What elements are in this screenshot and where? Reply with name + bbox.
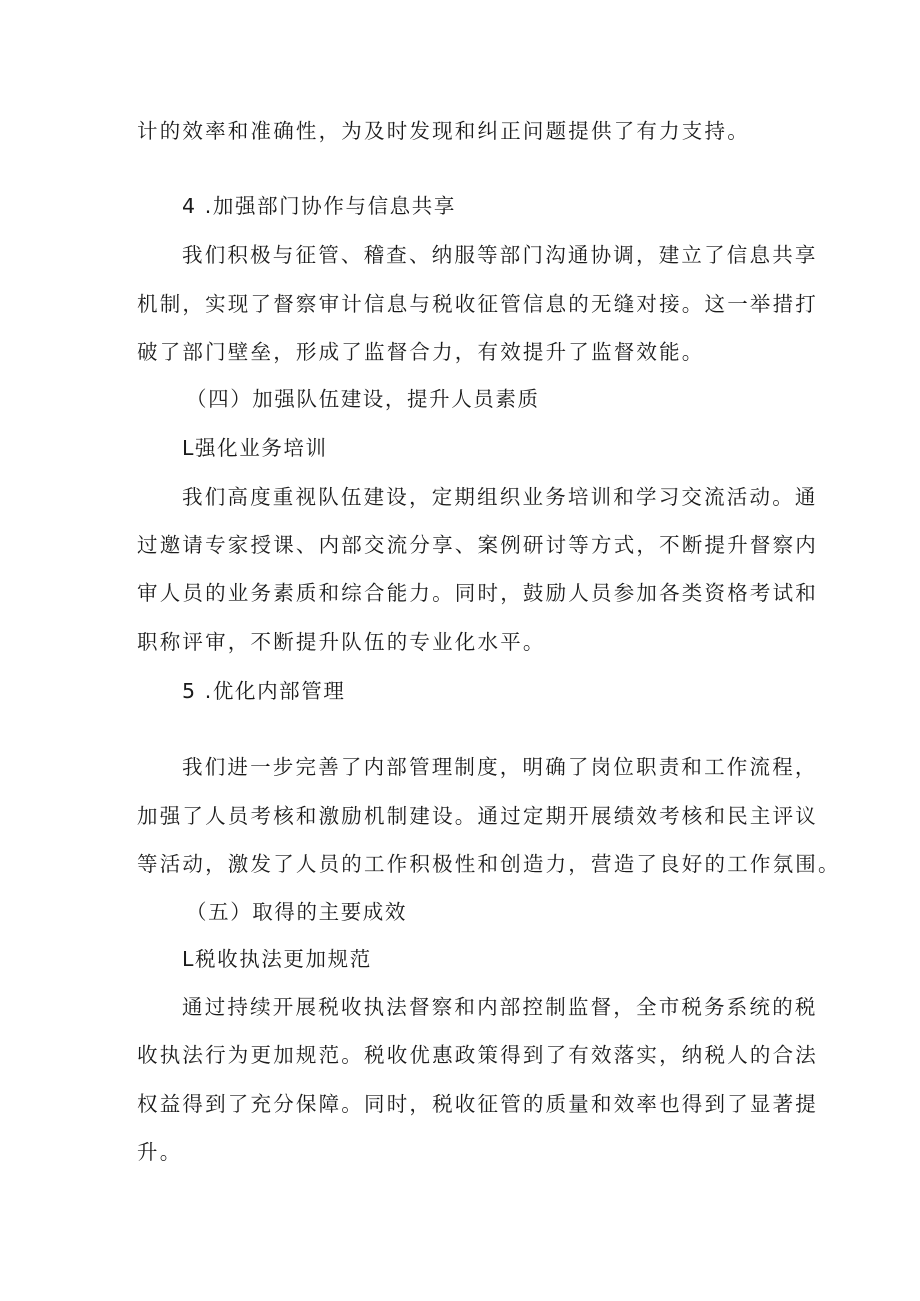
- paragraph-line: 破了部门壁垒，形成了监督合力，有效提升了监督效能。: [137, 340, 705, 364]
- section-heading: 5 .优化内部管理: [182, 679, 346, 703]
- paragraph-line: 加强了人员考核和激励机制建设。通过定期开展绩效考核和民主评议: [137, 804, 818, 828]
- subsection-heading: L税收执法更加规范: [182, 947, 372, 971]
- paragraph-line: 升。: [137, 1140, 183, 1164]
- paragraph-line: 职称评审，不断提升队伍的专业化水平。: [137, 630, 546, 654]
- paragraph-line: 我们高度重视队伍建设，定期组织业务培训和学习交流活动。通: [182, 485, 818, 509]
- paragraph-line: 我们进一步完善了内部管理制度，明确了岗位职责和工作流程，: [182, 755, 818, 779]
- paragraph-line: 等活动，激发了人员的工作积极性和创造力，营造了良好的工作氛围。: [137, 852, 841, 876]
- paragraph-line: 审人员的业务素质和综合能力。同时，鼓励人员参加各类资格考试和: [137, 581, 818, 605]
- paragraph-line: 收执法行为更加规范。税收优惠政策得到了有效落实，纳税人的合法: [137, 1043, 818, 1067]
- section-heading: （五）取得的主要成效: [186, 900, 407, 924]
- paragraph-line: 过邀请专家授课、内部交流分享、案例研讨等方式，不断提升督察内: [137, 533, 818, 557]
- paragraph-line: 我们积极与征管、稽查、纳服等部门沟通协调，建立了信息共享: [182, 243, 818, 267]
- subsection-heading: L强化业务培训: [182, 436, 328, 460]
- section-heading: （四）加强队伍建设，提升人员素质: [186, 387, 540, 411]
- paragraph-line: 机制，实现了督察审计信息与税收征管信息的无缝对接。这一举措打: [137, 292, 818, 316]
- paragraph-line: 权益得到了充分保障。同时，税收征管的质量和效率也得到了显著提: [137, 1092, 818, 1116]
- paragraph-line: 计的效率和准确性，为及时发现和纠正问题提供了有力支持。: [137, 119, 750, 143]
- section-heading: 4 .加强部门协作与信息共享: [182, 194, 456, 218]
- paragraph-line: 通过持续开展税收执法督察和内部控制监督，全市税务系统的税: [182, 995, 818, 1019]
